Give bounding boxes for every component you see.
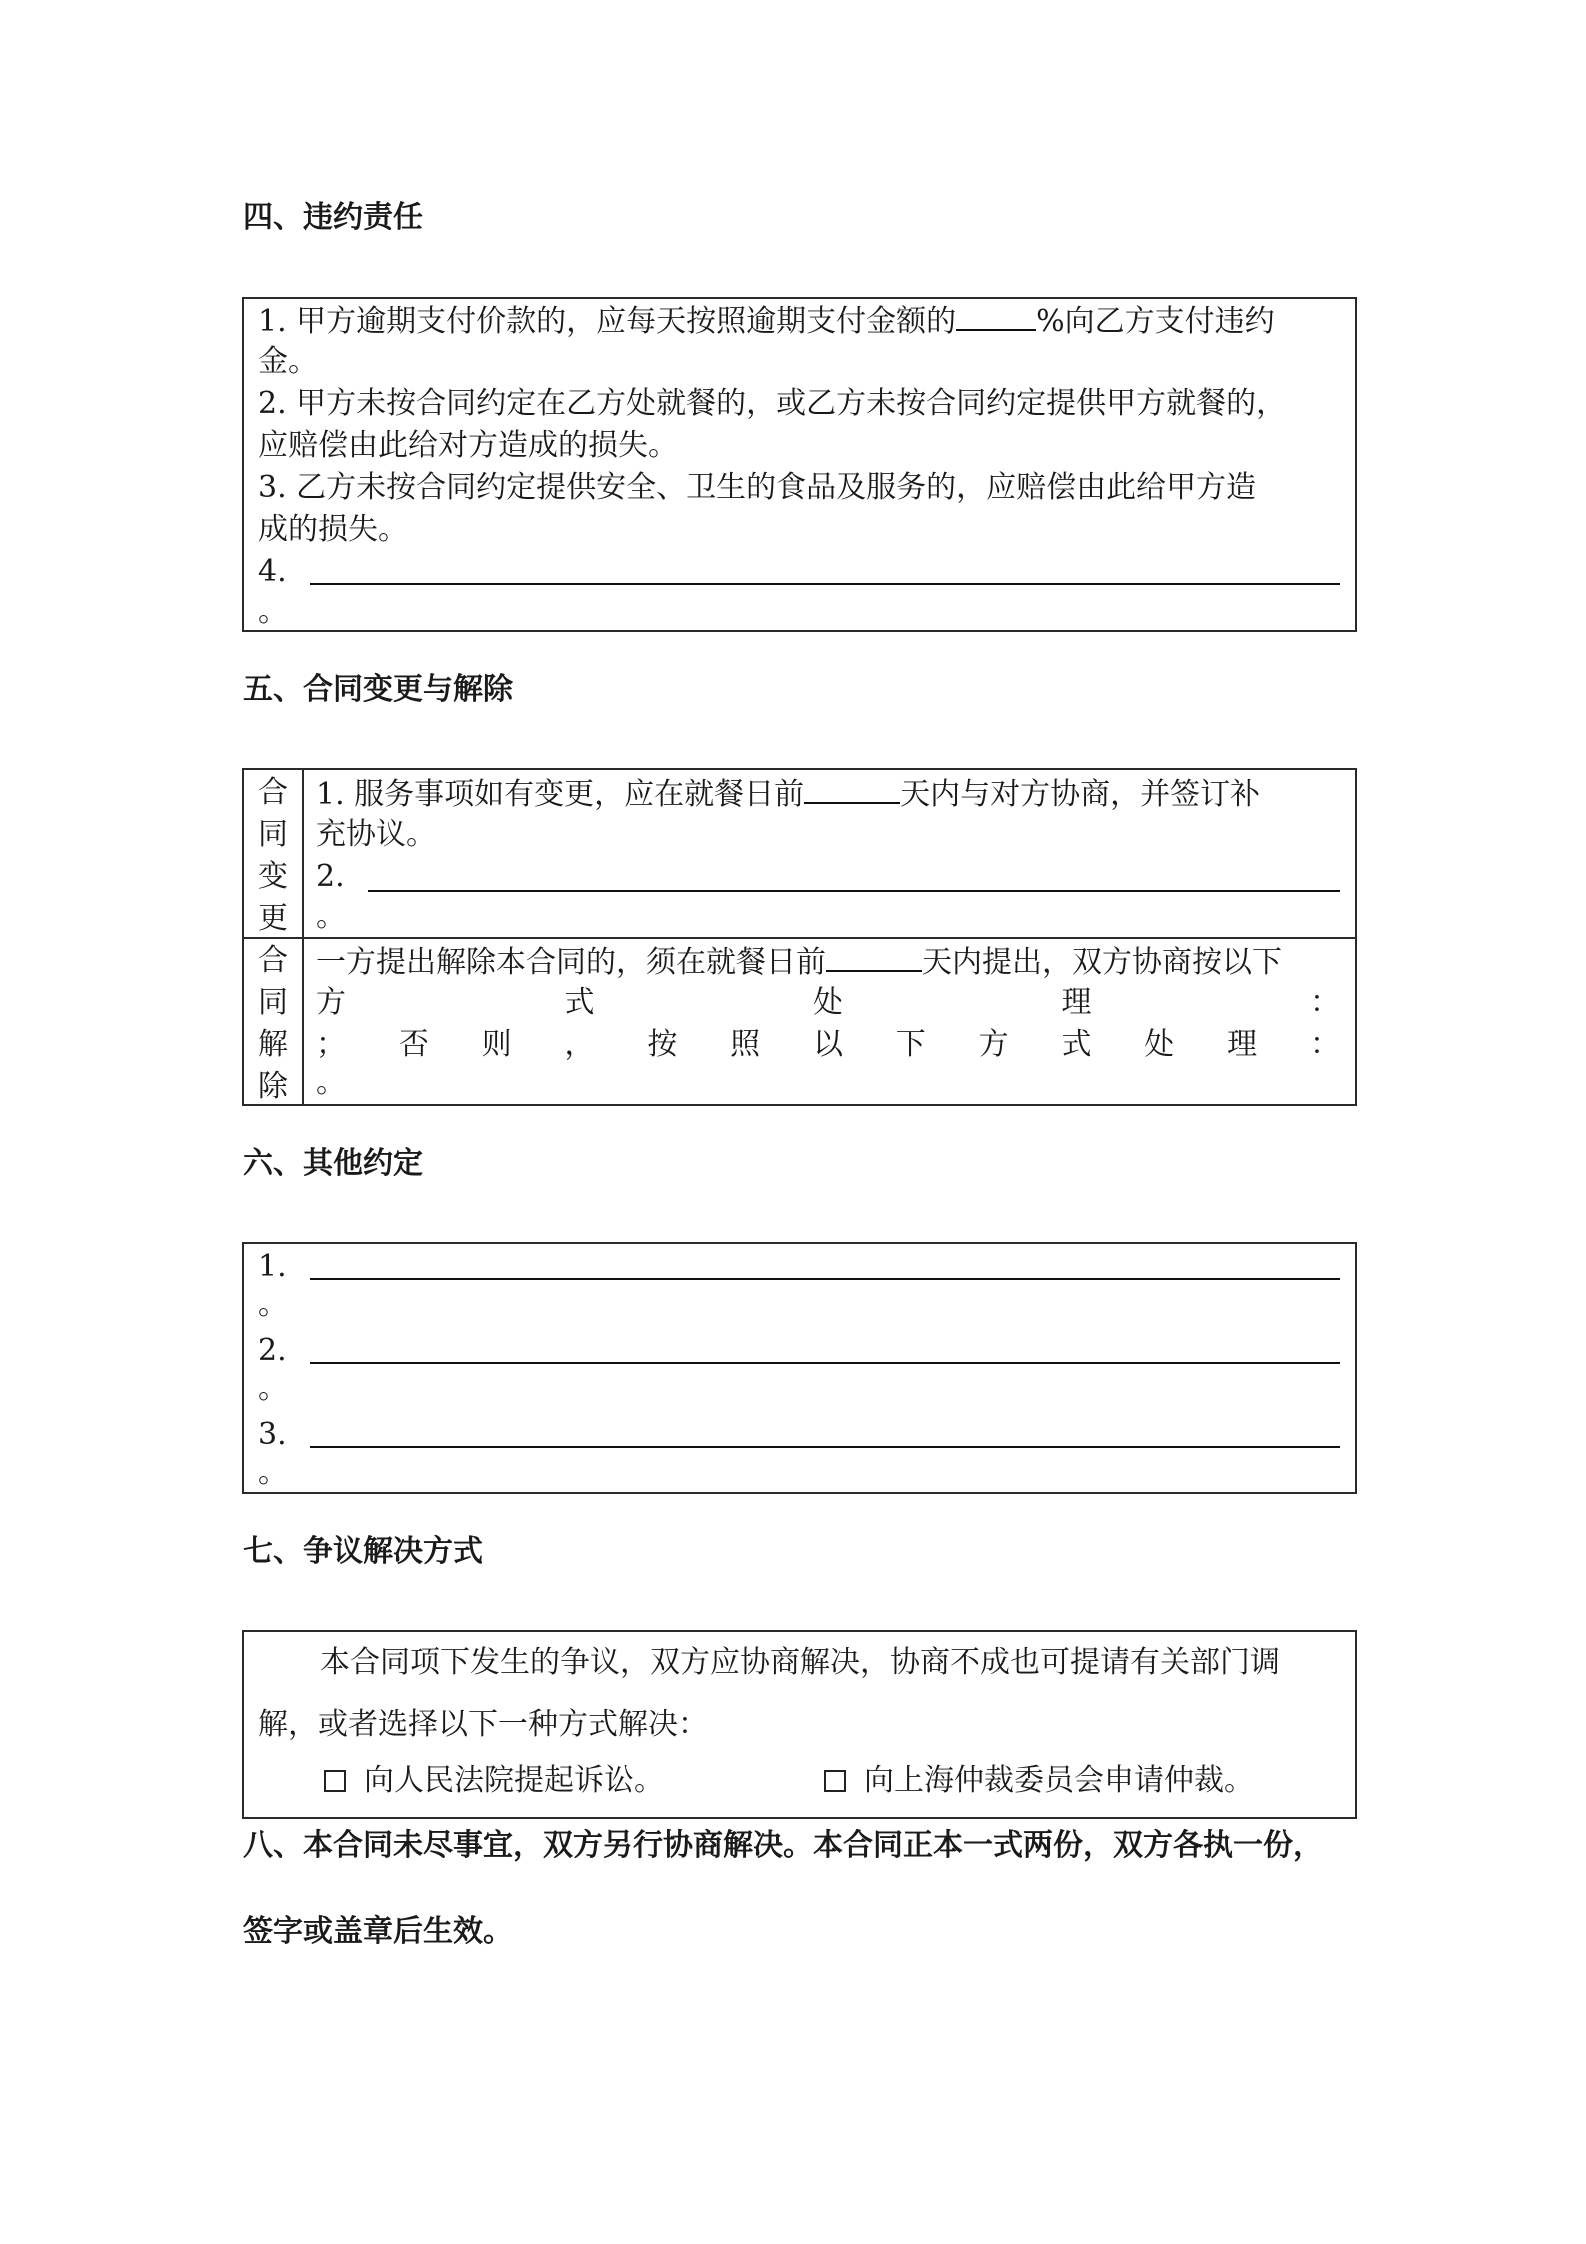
other-item-3-end: 。	[258, 1455, 288, 1490]
section-8-line-2: 签字或盖章后生效。	[243, 1914, 513, 1949]
cancel-label-char: 同	[258, 985, 288, 1020]
s4-line-1-text: 1. 甲方逾期支付价款的，应每天按照逾期支付金额的	[258, 304, 957, 339]
section-6-box	[242, 1242, 1357, 1494]
section-8-line-1: 八、本合同未尽事宜，双方另行协商解决。本合同正本一式两份，双方各执一份，	[243, 1828, 1323, 1863]
change-line-1-cont: 充协议。	[316, 817, 436, 852]
cancel-line-1	[316, 940, 1282, 984]
change-label-char: 变	[258, 859, 288, 894]
option-arbitration-label: 向上海仲裁委员会申请仲裁。	[864, 1763, 1254, 1798]
cancel-line-4: 。	[316, 1065, 346, 1100]
row-divider	[244, 937, 1355, 939]
change-line-1-text: 1. 服务事项如有变更，应在就餐日前	[316, 777, 805, 812]
change-item-2-end: 。	[316, 899, 346, 934]
cancel-label	[244, 940, 302, 1108]
change-label	[244, 772, 302, 940]
s4-line-1-text-end: %向乙方支付违约	[1036, 304, 1275, 339]
cancel-line-3-char: ；	[316, 1027, 346, 1062]
other-item-1-blank[interactable]	[310, 1278, 1340, 1280]
cancel-line-2-char: 处	[813, 985, 843, 1020]
s4-line-2: 2. 甲方未按合同约定在乙方处就餐的，或乙方未按合同约定提供甲方就餐的，	[258, 386, 1287, 421]
s4-line-2-cont: 应赔偿由此给对方造成的损失。	[258, 428, 678, 463]
section-5-table	[242, 768, 1357, 1106]
option-court-label: 向人民法院提起诉讼。	[364, 1763, 664, 1798]
change-label-char: 同	[258, 817, 288, 852]
other-item-2-blank[interactable]	[310, 1362, 1340, 1364]
cancel-line-3-char: 否	[398, 1027, 429, 1062]
change-label-char: 合	[258, 775, 288, 810]
dispute-paragraph-line-1: 本合同项下发生的争议，双方应协商解决，协商不成也可提请有关部门调	[320, 1645, 1280, 1680]
section-6-title: 六、其他约定	[243, 1146, 423, 1181]
cancel-line-2	[316, 982, 1340, 1024]
cancel-line-3-char: 则	[481, 1027, 512, 1062]
s4-item-4-number: 4.	[258, 554, 287, 589]
section-7-box	[242, 1630, 1357, 1819]
cancel-line-3-char: 式	[1061, 1027, 1092, 1062]
cancel-line-3-char: 理	[1227, 1027, 1258, 1062]
cancel-line-1-text-end: 天内提出，双方协商按以下	[922, 945, 1282, 980]
cancel-line-3-char: 处	[1144, 1027, 1175, 1062]
cancel-line-3-char: 以	[812, 1027, 843, 1062]
cancel-label-char: 合	[258, 943, 288, 978]
cancel-line-3-char: 按	[647, 1027, 678, 1062]
dispute-paragraph-line-2: 解，或者选择以下一种方式解决：	[258, 1707, 708, 1742]
section-4-box	[242, 297, 1357, 632]
cancel-line-2-char: 理	[1061, 985, 1092, 1020]
cancel-line-2-char: 式	[564, 985, 595, 1020]
change-item-2-number: 2.	[316, 859, 345, 894]
section-5-title: 五、合同变更与解除	[243, 672, 513, 707]
option-court[interactable]	[324, 1760, 664, 1802]
s4-line-3: 3. 乙方未按合同约定提供安全、卫生的食品及服务的，应赔偿由此给甲方造	[258, 470, 1257, 505]
other-item-3-number: 3.	[258, 1417, 287, 1452]
checkbox-icon[interactable]	[824, 1770, 846, 1792]
change-line-1-text-end: 天内与对方协商，并签订补	[900, 777, 1261, 812]
cancel-label-char: 解	[258, 1027, 288, 1062]
change-line-1	[316, 772, 1260, 816]
change-item-2-blank[interactable]	[368, 890, 1340, 892]
change-label-char: 更	[258, 901, 288, 936]
s4-line-1-cont: 金。	[258, 344, 318, 379]
cancel-line-3-char: ：	[1309, 1027, 1340, 1062]
other-item-3-blank[interactable]	[310, 1446, 1340, 1448]
s4-item-4-blank[interactable]	[310, 583, 1340, 585]
cancel-line-3-char: ，	[564, 1027, 595, 1062]
other-item-1-number: 1.	[258, 1249, 287, 1284]
cancel-line-1-text: 一方提出解除本合同的，须在就餐日前	[316, 945, 826, 980]
other-item-2-number: 2.	[258, 1333, 287, 1368]
s4-line-1	[258, 299, 1275, 343]
cancel-line-2-char: 方	[316, 985, 346, 1020]
cancel-days-blank[interactable]	[826, 940, 922, 972]
cancel-line-3-char: 照	[730, 1027, 761, 1062]
cancel-line-3-char: 方	[978, 1027, 1009, 1062]
cancel-line-3	[316, 1024, 1340, 1066]
cancel-label-char: 除	[258, 1069, 288, 1104]
cancel-line-2-char: ：	[1310, 985, 1340, 1020]
other-item-1-end: 。	[258, 1287, 288, 1322]
option-arbitration[interactable]	[824, 1760, 1254, 1802]
percent-blank[interactable]	[956, 299, 1036, 331]
checkbox-icon[interactable]	[324, 1770, 346, 1792]
other-item-2-end: 。	[258, 1371, 288, 1406]
s4-item-4-end: 。	[258, 594, 288, 629]
s4-line-3-cont: 成的损失。	[258, 512, 408, 547]
section-7-title: 七、争议解决方式	[243, 1534, 483, 1569]
section-4-title: 四、违约责任	[243, 200, 423, 235]
cancel-line-3-char: 下	[895, 1027, 926, 1062]
change-days-blank[interactable]	[804, 772, 900, 804]
